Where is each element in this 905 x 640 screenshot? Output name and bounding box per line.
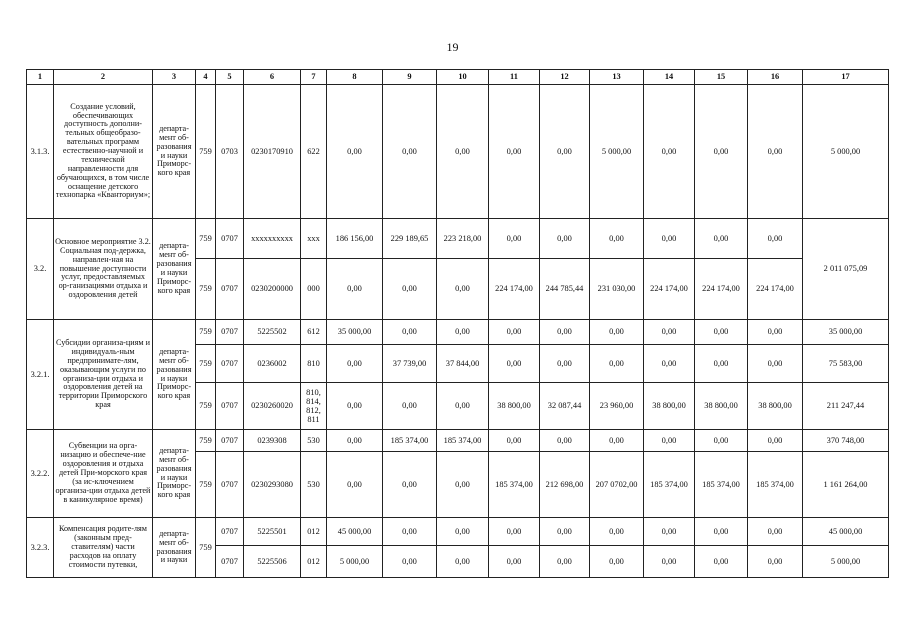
table-cell: 0,00 [748,320,803,345]
table-cell: 810 [301,345,327,383]
header-cell: 2 [54,70,153,85]
table-cell: 0,00 [695,85,748,219]
table-cell: xxxxxxxxxx [244,219,301,259]
table-cell: 0707 [216,546,244,578]
table-cell: 0,00 [590,219,644,259]
table-cell: 45 000,00 [327,518,383,546]
row-number: 3.2.1. [27,320,54,430]
table-cell: 207 0702,00 [590,452,644,518]
header-cell: 1 [27,70,54,85]
table-cell: 0,00 [748,345,803,383]
table-cell: 0,00 [695,518,748,546]
header-cell: 12 [540,70,590,85]
table-cell: 370 748,00 [803,430,889,452]
table-cell: 0,00 [383,518,437,546]
table-cell: 0,00 [644,345,695,383]
table-cell: 0,00 [327,452,383,518]
table-cell: 0,00 [383,383,437,430]
table-row [27,219,889,259]
row-number: 3.2.2. [27,430,54,518]
table-cell: 810, 814, 812, 811 [301,383,327,430]
table-cell: 38 800,00 [644,383,695,430]
table-cell: 0,00 [540,518,590,546]
table-row [27,85,889,219]
table-cell: 759 [196,452,216,518]
table-row [27,320,889,345]
table-cell: 000 [301,259,327,320]
header-cell: 8 [327,70,383,85]
table-cell: 0,00 [748,85,803,219]
table-cell: xxx [301,219,327,259]
table-cell: 0,00 [383,452,437,518]
table-cell: 0,00 [748,430,803,452]
table-cell: 0,00 [644,546,695,578]
row-executor: департа-мент об-разования и науки Приморс-кого края [153,320,196,430]
table-cell: 5 000,00 [803,85,889,219]
table-cell: 229 189,65 [383,219,437,259]
table-row [27,518,889,546]
row-number: 3.2.3. [27,518,54,578]
row-description: Субсидии организа-циям и индивидуаль-ным предпринимате-лям, оказывающим услуги по организа-ции отдыха и оздоровления детей на территории Приморского края [54,320,153,430]
header-cell: 3 [153,70,196,85]
table-cell: 0,00 [437,320,489,345]
header-cell: 15 [695,70,748,85]
table-cell: 759 [196,430,216,452]
table-cell: 0239308 [244,430,301,452]
table-cell: 186 156,00 [327,219,383,259]
header-cell: 14 [644,70,695,85]
table-cell: 0707 [216,259,244,320]
table-cell: 224 174,00 [489,259,540,320]
header-cell: 13 [590,70,644,85]
table-cell: 0,00 [644,430,695,452]
table-cell: 0,00 [590,430,644,452]
header-cell: 11 [489,70,540,85]
table-cell: 0707 [216,518,244,546]
header-cell: 4 [196,70,216,85]
table-cell: 5225506 [244,546,301,578]
row-executor: департа-мент об-разования и науки Приморс-кого края [153,430,196,518]
table-cell: 0703 [216,85,244,219]
table-cell: 0707 [216,320,244,345]
row-number: 3.1.3. [27,85,54,219]
table-cell: 0,00 [748,518,803,546]
table-cell: 0,00 [489,219,540,259]
table-cell: 0,00 [540,430,590,452]
table-cell: 0,00 [590,518,644,546]
table-cell: 0,00 [540,546,590,578]
table-cell: 0707 [216,430,244,452]
row-description: Компенсация родите-лям (законным пред-ставителям) части расходов на оплату стоимости путевки, [54,518,153,578]
budget-table [26,69,889,578]
table-cell: 0,00 [383,546,437,578]
table-cell: 0,00 [383,320,437,345]
table-cell: 185 374,00 [644,452,695,518]
table-cell: 0,00 [437,383,489,430]
table-cell: 0,00 [644,518,695,546]
table-cell: 0,00 [327,85,383,219]
table-cell: 0,00 [489,345,540,383]
table-cell: 0,00 [383,259,437,320]
table-cell: 0,00 [327,383,383,430]
table-cell: 45 000,00 [803,518,889,546]
table-cell: 0,00 [644,85,695,219]
table-cell: 0,00 [437,452,489,518]
table-cell: 530 [301,452,327,518]
table-cell: 5225501 [244,518,301,546]
page-number: 19 [446,40,459,54]
table-cell: 0,00 [540,85,590,219]
table-cell: 5 000,00 [803,546,889,578]
row-executor: департа-мент об-разования и науки [153,518,196,578]
header-cell: 10 [437,70,489,85]
row-description: Создание условий, обеспечивающих доступность дополни-тельных общеобразо-вательных программ естественно-научной и технической направленности для обучающихся, в том числе оснащение детского технопарка «Кванториум»; [54,85,153,219]
table-cell: 223 218,00 [437,219,489,259]
row-number: 3.2. [27,219,54,320]
table-cell: 35 000,00 [803,320,889,345]
table-cell: 622 [301,85,327,219]
table-cell: 0707 [216,219,244,259]
table-cell: 5225502 [244,320,301,345]
table-cell: 185 374,00 [383,430,437,452]
table-cell: 224 174,00 [695,259,748,320]
header-cell: 16 [748,70,803,85]
header-row [27,70,889,85]
table-cell: 0,00 [590,345,644,383]
table-cell: 37 844,00 [437,345,489,383]
table-cell: 0,00 [644,320,695,345]
table-cell: 185 374,00 [437,430,489,452]
table-cell: 0230260020 [244,383,301,430]
table-cell: 0,00 [644,219,695,259]
table-cell: 38 800,00 [748,383,803,430]
table-cell: 0707 [216,383,244,430]
table-cell: 35 000,00 [327,320,383,345]
table-cell: 212 698,00 [540,452,590,518]
table-cell: 0707 [216,345,244,383]
table-cell: 759 [196,383,216,430]
header-cell: 9 [383,70,437,85]
table-cell: 0236002 [244,345,301,383]
table-cell: 0,00 [437,259,489,320]
table-cell: 1 161 264,00 [803,452,889,518]
table-cell: 224 174,00 [748,259,803,320]
table-cell: 5 000,00 [590,85,644,219]
table-cell: 530 [301,430,327,452]
table-cell: 0,00 [748,219,803,259]
table-cell: 23 960,00 [590,383,644,430]
row-executor: департа-мент об-разования и науки Приморс-кого края [153,219,196,320]
table-cell: 231 030,00 [590,259,644,320]
table-cell: 38 800,00 [489,383,540,430]
table-cell: 0,00 [695,546,748,578]
table-cell: 0230170910 [244,85,301,219]
header-cell: 5 [216,70,244,85]
table-cell: 0707 [216,452,244,518]
table-cell: 0,00 [327,430,383,452]
table-cell: 0,00 [437,85,489,219]
table-cell: 0,00 [590,320,644,345]
header-cell: 17 [803,70,889,85]
table-cell: 759 [196,259,216,320]
table-cell: 38 800,00 [695,383,748,430]
table-cell: 75 583,00 [803,345,889,383]
table-cell: 012 [301,546,327,578]
table-cell: 185 374,00 [748,452,803,518]
table-cell: 759 [196,345,216,383]
table-cell: 0,00 [437,546,489,578]
row-executor: департа-мент об-разования и науки Приморс-кого края [153,85,196,219]
table-cell: 759 [196,518,216,578]
header-cell: 6 [244,70,301,85]
table-cell: 0,00 [383,85,437,219]
table-cell: 0,00 [540,320,590,345]
table-cell: 0,00 [748,546,803,578]
table-cell: 0,00 [327,345,383,383]
table-cell: 759 [196,219,216,259]
table-cell: 37 739,00 [383,345,437,383]
table-cell: 185 374,00 [489,452,540,518]
row-description: Субвенции на орга-низацию и обеспече-ние оздоровления и отдыха детей При-морского края (за ис-ключением организа-ции отдыха детей в каникулярное время) [54,430,153,518]
table-cell: 0,00 [695,430,748,452]
table-cell: 244 785,44 [540,259,590,320]
table-cell: 5 000,00 [327,546,383,578]
table-cell: 0230200000 [244,259,301,320]
table-cell: 0,00 [590,546,644,578]
table-cell: 0,00 [489,430,540,452]
table-cell: 211 247,44 [803,383,889,430]
table-cell: 0,00 [695,219,748,259]
table-cell: 612 [301,320,327,345]
table-cell: 0,00 [540,345,590,383]
table-cell: 2 011 075,09 [803,219,889,320]
table-cell: 759 [196,85,216,219]
table-cell: 0,00 [540,219,590,259]
header-cell: 7 [301,70,327,85]
table-cell: 0,00 [695,320,748,345]
table-cell: 759 [196,320,216,345]
row-description: Основное мероприятие 3.2. Социальная под-держка, направлен-ная на повышение доступности услуг, предоставляемых ор-ганизациями отдыха и оздоровления детей [54,219,153,320]
table-cell: 012 [301,518,327,546]
table-cell: 0,00 [327,259,383,320]
table-cell: 0,00 [489,546,540,578]
table-cell: 0,00 [695,345,748,383]
table-cell: 0230293080 [244,452,301,518]
table-cell: 32 087,44 [540,383,590,430]
table-row [27,430,889,452]
table-cell: 0,00 [489,85,540,219]
table-cell: 185 374,00 [695,452,748,518]
table-cell: 0,00 [437,518,489,546]
table-cell: 0,00 [489,320,540,345]
table-cell: 0,00 [489,518,540,546]
table-cell: 224 174,00 [644,259,695,320]
